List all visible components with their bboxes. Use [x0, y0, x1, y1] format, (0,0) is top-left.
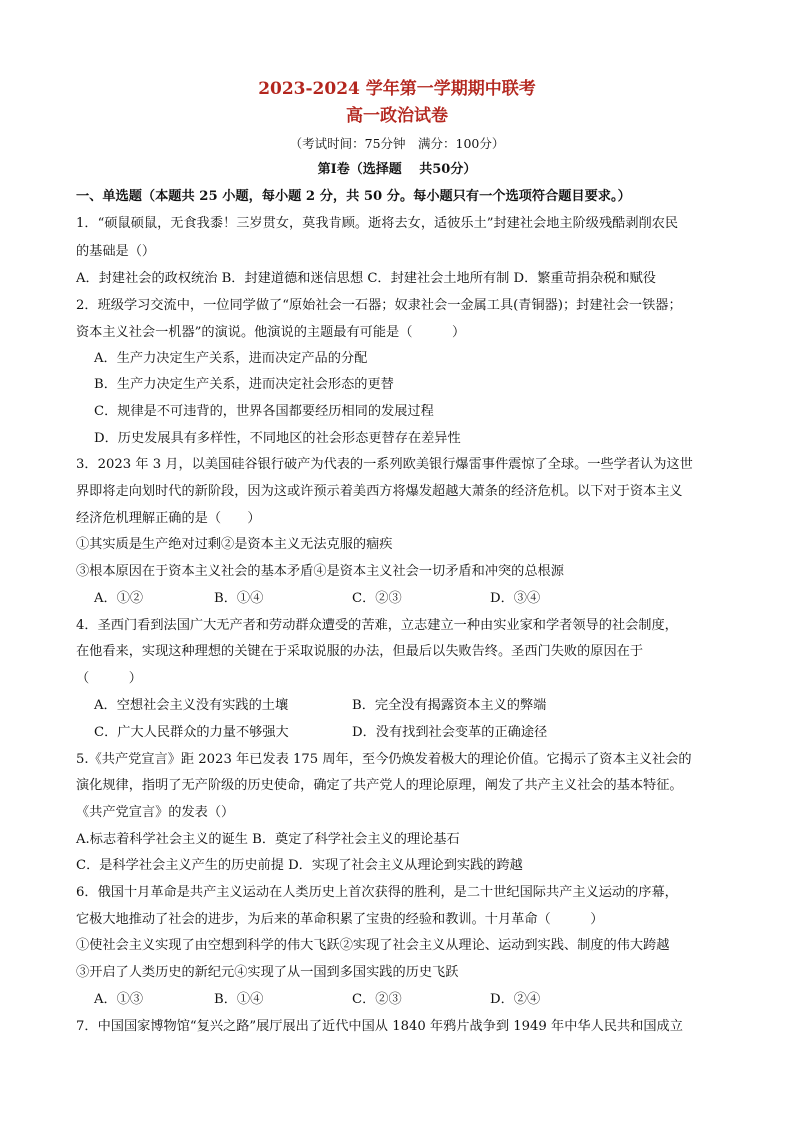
q2-option-b: B．生产力决定生产关系，进而决定社会形态的更替 [94, 377, 394, 392]
q1-stem-line1: 1．“硕鼠硕鼠，无食我黍！三岁贯女，莫我肯顾。逝将去女，适彼乐土”封建社会地主阶级残酷剥削农民 [76, 216, 679, 231]
q2-stem-line1: 2．班级学习交流中，一位同学做了“原始社会一石器；奴隶社会一金属工具(青铜器)；封建社会一铁器； [76, 298, 682, 313]
q3-option-b: B．①④ [214, 591, 264, 606]
exam-subtitle: 高一政治试卷 [346, 106, 448, 126]
q2-stem-line2: 资本主义社会一机器”的演说。他演说的主题最有可能是（ ） [76, 325, 466, 340]
q3-stem-line1: 3．2023 年 3 月，以美国硅谷银行破产为代表的一系列欧美银行爆雷事件震惊了全球。一些学者认为这世 [76, 457, 693, 472]
q6-stem-line1: 6．俄国十月革命是共产主义运动在人类历史上首次获得的胜利，是二十世纪国际共产主义运动的序幕， [76, 885, 678, 900]
q3-items-line1: ①其实质是生产绝对过剩②是资本主义无法克服的痼疾 [76, 537, 393, 552]
q4-stem-line2: 在他看来，实现这种理想的关键在于采取说服的办法，但最后以失败告终。圣西门失败的原因在于 [76, 644, 644, 659]
part-heading: 第Ⅰ卷（选择题 共50分） [317, 162, 477, 177]
q6-option-d: D．②④ [490, 992, 541, 1007]
q2-option-c: C．规律是不可违背的，世界各国都要经历相同的发展过程 [94, 404, 434, 419]
q3-option-c: C．②③ [352, 591, 402, 606]
q1-options: A．封建社会的政权统治 B．封建道德和迷信思想 C．封建社会土地所有制 D．繁重苛捐杂税和赋役 [76, 271, 656, 286]
q3-option-a: A．①② [94, 591, 144, 606]
q4-option-a: A．空想社会主义没有实践的土壤 [94, 698, 289, 713]
q3-items-line2: ③根本原因在于资本主义社会的基本矛盾④是资本主义社会一切矛盾和冲突的总根源 [76, 564, 564, 579]
q5-stem-line1: 5.《共产党宣言》距 2023 年已发表 175 周年，至今仍焕发着极大的理论价值。它揭示了资本主义社会的 [76, 752, 692, 767]
q6-items-line2: ③开启了人类历史的新纪元④实现了从一国到多国实践的历史飞跃 [76, 965, 459, 980]
q1-stem-line2: 的基础是（） [76, 244, 156, 259]
section-heading: 一、单选题（本题共 25 小题，每小题 2 分，共 50 分。每小题只有一个选项符合题目要求。） [76, 189, 631, 204]
q2-option-d: D．历史发展具有多样性，不同地区的社会形态更替存在差异性 [94, 431, 461, 446]
q6-option-b: B．①④ [214, 992, 264, 1007]
q5-stem-line3: 《共产党宣言》的发表（） [76, 805, 235, 820]
q3-stem-line3: 经济危机理解正确的是（ ） [76, 511, 261, 526]
exam-info: （考试时间：75分钟 满分：100分） [289, 136, 505, 151]
q6-option-c: C．②③ [352, 992, 402, 1007]
q6-stem-line2: 它极大地推动了社会的进步，为后来的革命积累了宝贵的经验和教训。十月革命（ ） [76, 912, 604, 927]
q4-option-c: C．广大人民群众的力量不够强大 [94, 725, 289, 740]
q3-option-d: D．③④ [490, 591, 541, 606]
q6-option-a: A．①③ [94, 992, 144, 1007]
q4-option-d: D．没有找到社会变革的正确途径 [352, 725, 548, 740]
q4-option-b: B．完全没有揭露资本主义的弊端 [352, 698, 547, 713]
q6-items-line1: ①使社会主义实现了由空想到科学的伟大飞跃②实现了社会主义从理论、运动到实践、制度的伟大跨越 [76, 938, 670, 953]
q3-stem-line2: 界即将走向划时代的新阶段，因为这或许预示着美西方将爆发超越大萧条的经济危机。以下对于资本主义 [76, 484, 683, 499]
q4-stem-line3: （ ） [76, 671, 142, 686]
exam-title: 2023-2024 学年第一学期期中联考 [258, 79, 536, 99]
q5-options-ab: A.标志着科学社会主义的诞生 B．奠定了科学社会主义的理论基石 [76, 832, 460, 847]
q4-stem-line1: 4．圣西门看到法国广大无产者和劳动群众遭受的苦难，立志建立一种由实业家和学者领导的社会制度， [76, 618, 678, 633]
q2-option-a: A．生产力决定生产关系，进而决定产品的分配 [94, 351, 368, 366]
q5-options-cd: C．是科学社会主义产生的历史前提 D．实现了社会主义从理论到实践的跨越 [76, 858, 523, 873]
q7-stem-line1: 7．中国国家博物馆“复兴之路”展厅展出了近代中国从 1840 年鸦片战争到 1949 年中华人民共和国成立 [76, 1019, 683, 1034]
q5-stem-line2: 演化规律，指明了无产阶级的历史使命，确定了共产党人的理论原理，阐发了共产主义社会的基本特征。 [76, 778, 683, 793]
